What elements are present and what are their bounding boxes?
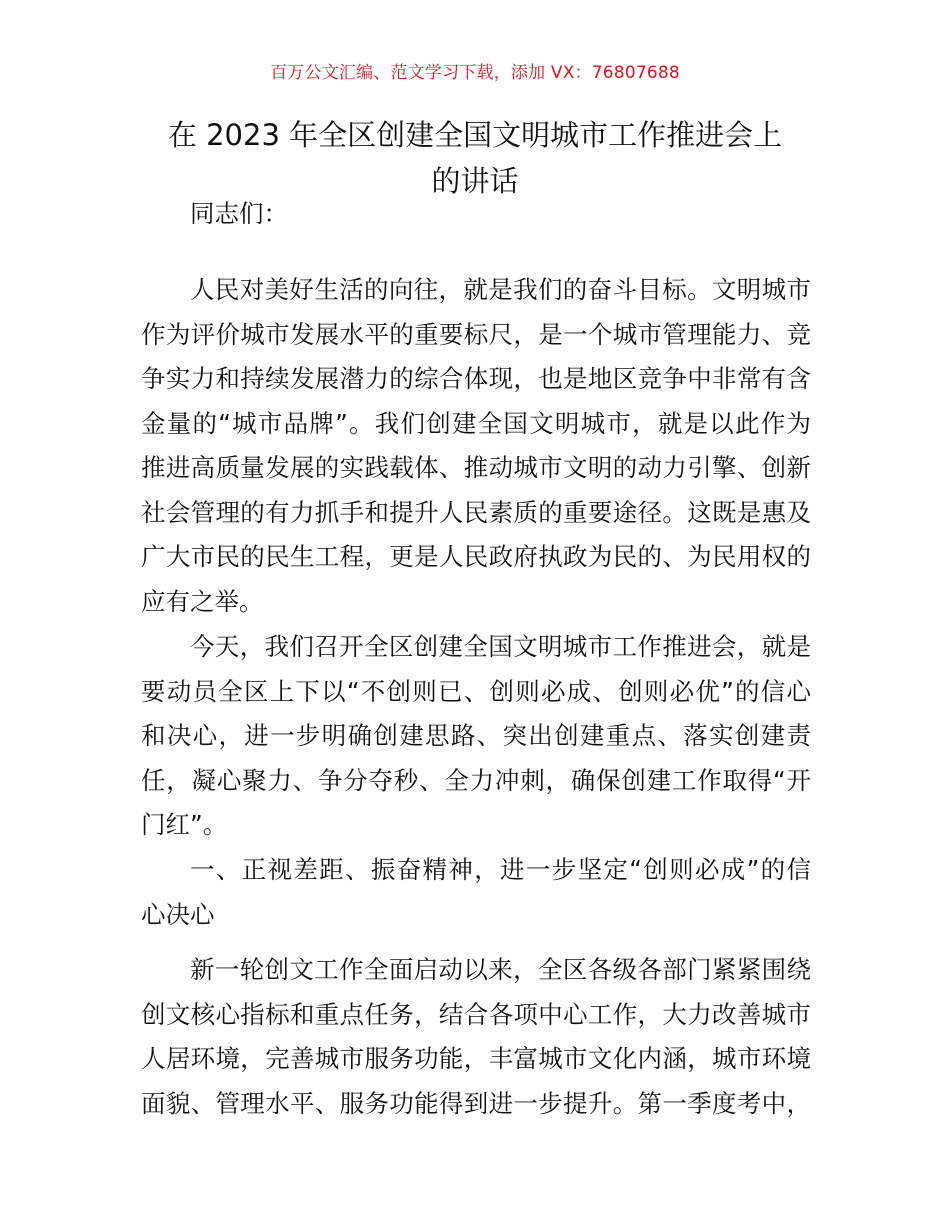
title-line: 在 2023 年全区创建全国文明城市工作推进会上 bbox=[167, 118, 783, 152]
heading-line: 一、正视差距、振奋精神，进一步坚定“创则必成”的信 bbox=[190, 855, 811, 884]
document-title bbox=[140, 112, 810, 204]
paragraph-line: 广大市民的民生工程，更是人民政府执政为民的、为民用权的 bbox=[141, 542, 811, 571]
paragraph-2 bbox=[141, 625, 811, 848]
paragraph-line: 门红”。 bbox=[141, 810, 228, 839]
paragraph-line: 应有之举。 bbox=[141, 586, 264, 616]
paragraph-1 bbox=[141, 268, 811, 624]
paragraph-line: 今天，我们召开全区创建全国文明城市工作推进会，就是 bbox=[190, 632, 811, 661]
paragraph-line: 争实力和持续发展潜力的综合体现，也是地区竞争中非常有含 bbox=[141, 364, 811, 393]
greeting bbox=[141, 192, 811, 237]
paragraph-line: 任，凝心聚力、争分夺秒、全力冲刺，确保创建工作取得“开 bbox=[141, 765, 811, 795]
watermark-banner: 百万公文汇编、范文学习下载，添加 VX：76807688 bbox=[270, 63, 680, 83]
title-line: 的讲话 bbox=[431, 164, 519, 198]
paragraph-line: 作为评价城市发展水平的重要标尺，是一个城市管理能力、竞 bbox=[141, 319, 811, 349]
paragraph-line: 推进高质量发展的实践载体、推动城市文明的动力引擎、创新 bbox=[141, 453, 811, 482]
section-heading-1 bbox=[141, 848, 811, 937]
paragraph-line: 和决心，进一步明确创建思路、突出创建重点、落实创建责 bbox=[141, 721, 811, 750]
paragraph-line: 人居环境，完善城市服务功能，丰富城市文化内涵，城市环境 bbox=[141, 1044, 811, 1073]
paragraph-line: 要动员全区上下以“不创则已、创则必成、创则必优”的信心 bbox=[141, 676, 811, 706]
greeting-text: 同志们： bbox=[190, 199, 288, 228]
paragraph-line: 人民对美好生活的向往，就是我们的奋斗目标。文明城市 bbox=[190, 275, 811, 304]
paragraph-line: 金量的“城市品牌”。我们创建全国文明城市，就是以此作为 bbox=[141, 408, 811, 438]
paragraph-line: 创文核心指标和重点任务，结合各项中心工作，大力改善城市 bbox=[141, 999, 811, 1029]
paragraph-line: 社会管理的有力抓手和提升人民素质的重要途径。这既是惠及 bbox=[141, 497, 811, 527]
paragraph-line: 面貌、管理水平、服务功能得到进一步提升。第一季度考中， bbox=[141, 1088, 811, 1118]
paragraph-3 bbox=[141, 948, 811, 1126]
paragraph-line: 新一轮创文工作全面启动以来，全区各级各部门紧紧围绕 bbox=[190, 955, 811, 984]
heading-line: 心决心 bbox=[141, 899, 215, 929]
